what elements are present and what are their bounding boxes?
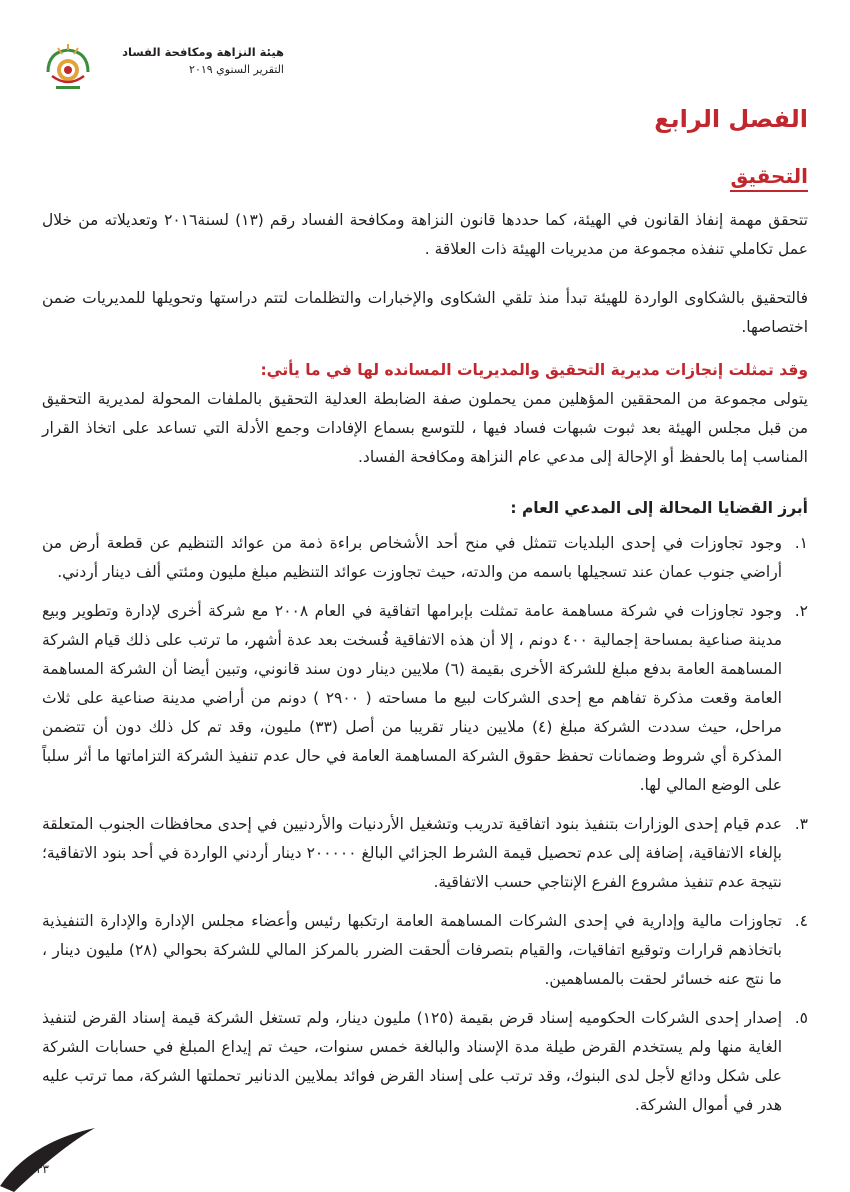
achievements-heading: وقد تمثلت إنجازات مديرية التحقيق والمديريات المسانده لها في ما يأتي:	[260, 361, 808, 379]
list-item	[42, 597, 808, 800]
list-item	[42, 907, 808, 994]
list-item	[42, 529, 808, 587]
commission-logo-icon	[42, 42, 94, 92]
organization-name: هيئة النزاهة ومكافحة الفساد	[122, 45, 284, 59]
list-item-text: تجاوزات مالية وإدارية في إحدى الشركات المساهمة العامة ارتكبها رئيس وأعضاء مجلس الإدارة والإدارة التنفيذية باتخاذهم قرارات وتوقيع اتفاقيات، والقيام بتصرفات ألحقت الضرر بالمركز المالي للشركة بحوالي (٢٨) مليون دينار ، ما نتج عنه خسائر لحقت بالمساهمين.	[42, 912, 782, 988]
list-item-number: ٣.	[794, 815, 808, 833]
list-item-text: إصدار إحدى الشركات الحكوميه إسناد قرض بقيمة (١٢٥) مليون دينار، ولم تستغل الشركة قيمة إسناد القرض لتنفيذ الغاية منها ولم يستخدم القرض طيلة مدة الإسناد والبالغة خمس سنوات، حيث تم إيداع المبلغ في حسابات الشركة على شكل ودائع لأجل لدى البنوك، وقد ترتب على إسناد القرض فوائد بملايين الدنانير تحملتها الشركة، مما ترتب عليه هدر في أموال الشركة.	[42, 1009, 782, 1114]
chapter-title: الفصل الرابع	[654, 105, 808, 133]
list-item-number: ٥.	[794, 1009, 808, 1027]
intro-paragraph: تتحقق مهمة إنفاذ القانون في الهيئة، كما حددها قانون النزاهة ومكافحة الفساد رقم (١٣) لسنة٢٠١٦ وتعديلاته من خلال عمل تكاملي تنفذه مجموعة من مديريات الهيئة ذات العلاقة .	[42, 211, 808, 258]
achievements-paragraph: يتولى مجموعة من المحققين المؤهلين ممن يحملون صفة الضابطة العدلية التحقيق بالملفات المحولة لمديرية التحقيق من قبل مجلس الهيئة بعد ثبوت شبهات فساد فيها ، للتوسع بسماع الإفادات وجمع الأدلة التي تساعد على اتخاذ القرار المناسب إما بالحفظ أو الإحالة إلى مدعي عام النزاهة ومكافحة الفساد.	[42, 390, 808, 466]
decorative-swoosh-icon	[0, 1122, 140, 1192]
list-item	[42, 1004, 808, 1120]
cases-list	[42, 529, 808, 1120]
complaints-paragraph: فالتحقيق بالشكاوى الواردة للهيئة تبدأ منذ تلقي الشكاوى والإخبارات والتظلمات لتتم دراستها وتحويلها للمديريات ضمن اختصاصها.	[42, 289, 808, 336]
section-title: التحقيق	[730, 162, 808, 192]
list-item-number: ٤.	[794, 912, 808, 930]
organization-block	[94, 44, 284, 78]
report-title: التقرير السنوي ٢٠١٩	[189, 63, 284, 76]
page-header	[42, 38, 302, 100]
list-item-text: وجود تجاوزات في شركة مساهمة عامة تمثلت بإبرامها اتفاقية في العام ٢٠٠٨ مع شركة أخرى لإدارة وتطوير وبيع مدينة صناعية بمساحة إجمالية ٤٠٠ دونم ، إلا أن هذه الاتفاقية فُسخت بعد عدة أشهر، ما ترتب على ذلك قيام الشركة المساهمة العامة بدفع مبلغ للشركة الأخرى بقيمة (٦) ملايين دينار دون سند قانوني، وتبين أيضا أن الشركة المساهمة العامة وقعت مذكرة تفاهم مع إحدى الشركات لبيع ما مساحته ( ٢٩٠٠ ) دونم من أراضي مدينة صناعية على ثلاث مراحل، حيث سددت الشركة مبلغ (٤) ملايين دينار تقريبا من أصل (٣٣) مليون، وقد تم كل ذلك دون أن تتضمن المذكرة أي شروط وضمانات تحفظ حقوق الشركة المساهمة العامة في حال عدم تنفيذ الشركة التزاماتها ما أثر سلباً على الوضع المالي لها.	[42, 602, 783, 794]
list-item-text: وجود تجاوزات في إحدى البلديات تتمثل في منح أحد الأشخاص براءة ذمة من عوائد التنظيم عن قطعة أرض من أراضي جنوب عمان عند تسجيلها باسمه من والدته، حيث تجاوزت عوائد التنظيم مبلغ مليون ومئتي ألف دينار أردني.	[42, 534, 782, 581]
list-item-text: عدم قيام إحدى الوزارات بتنفيذ بنود اتفاقية تدريب وتشغيل الأردنيات والأردنيين في إحدى محافظات الجنوب المتعلقة بإلغاء الاتفاقية، إضافة إلى عدم تحصيل قيمة الشرط الجزائي البالغ ٢٠٠٠٠٠ دينار أردني الواردة في أحد بنود الاتفاقية؛ نتيجة عدم تنفيذ مشروع الفرع الإنتاجي حسب الاتفاقية.	[42, 815, 782, 891]
page-number: ٣٣	[36, 1162, 49, 1176]
list-item	[42, 810, 808, 897]
list-item-number: ١.	[794, 534, 808, 552]
page-content	[42, 98, 808, 1130]
cases-heading: أبرز القضايا المحالة إلى المدعي العام :	[510, 499, 808, 517]
list-item-number: ٢.	[794, 602, 808, 620]
